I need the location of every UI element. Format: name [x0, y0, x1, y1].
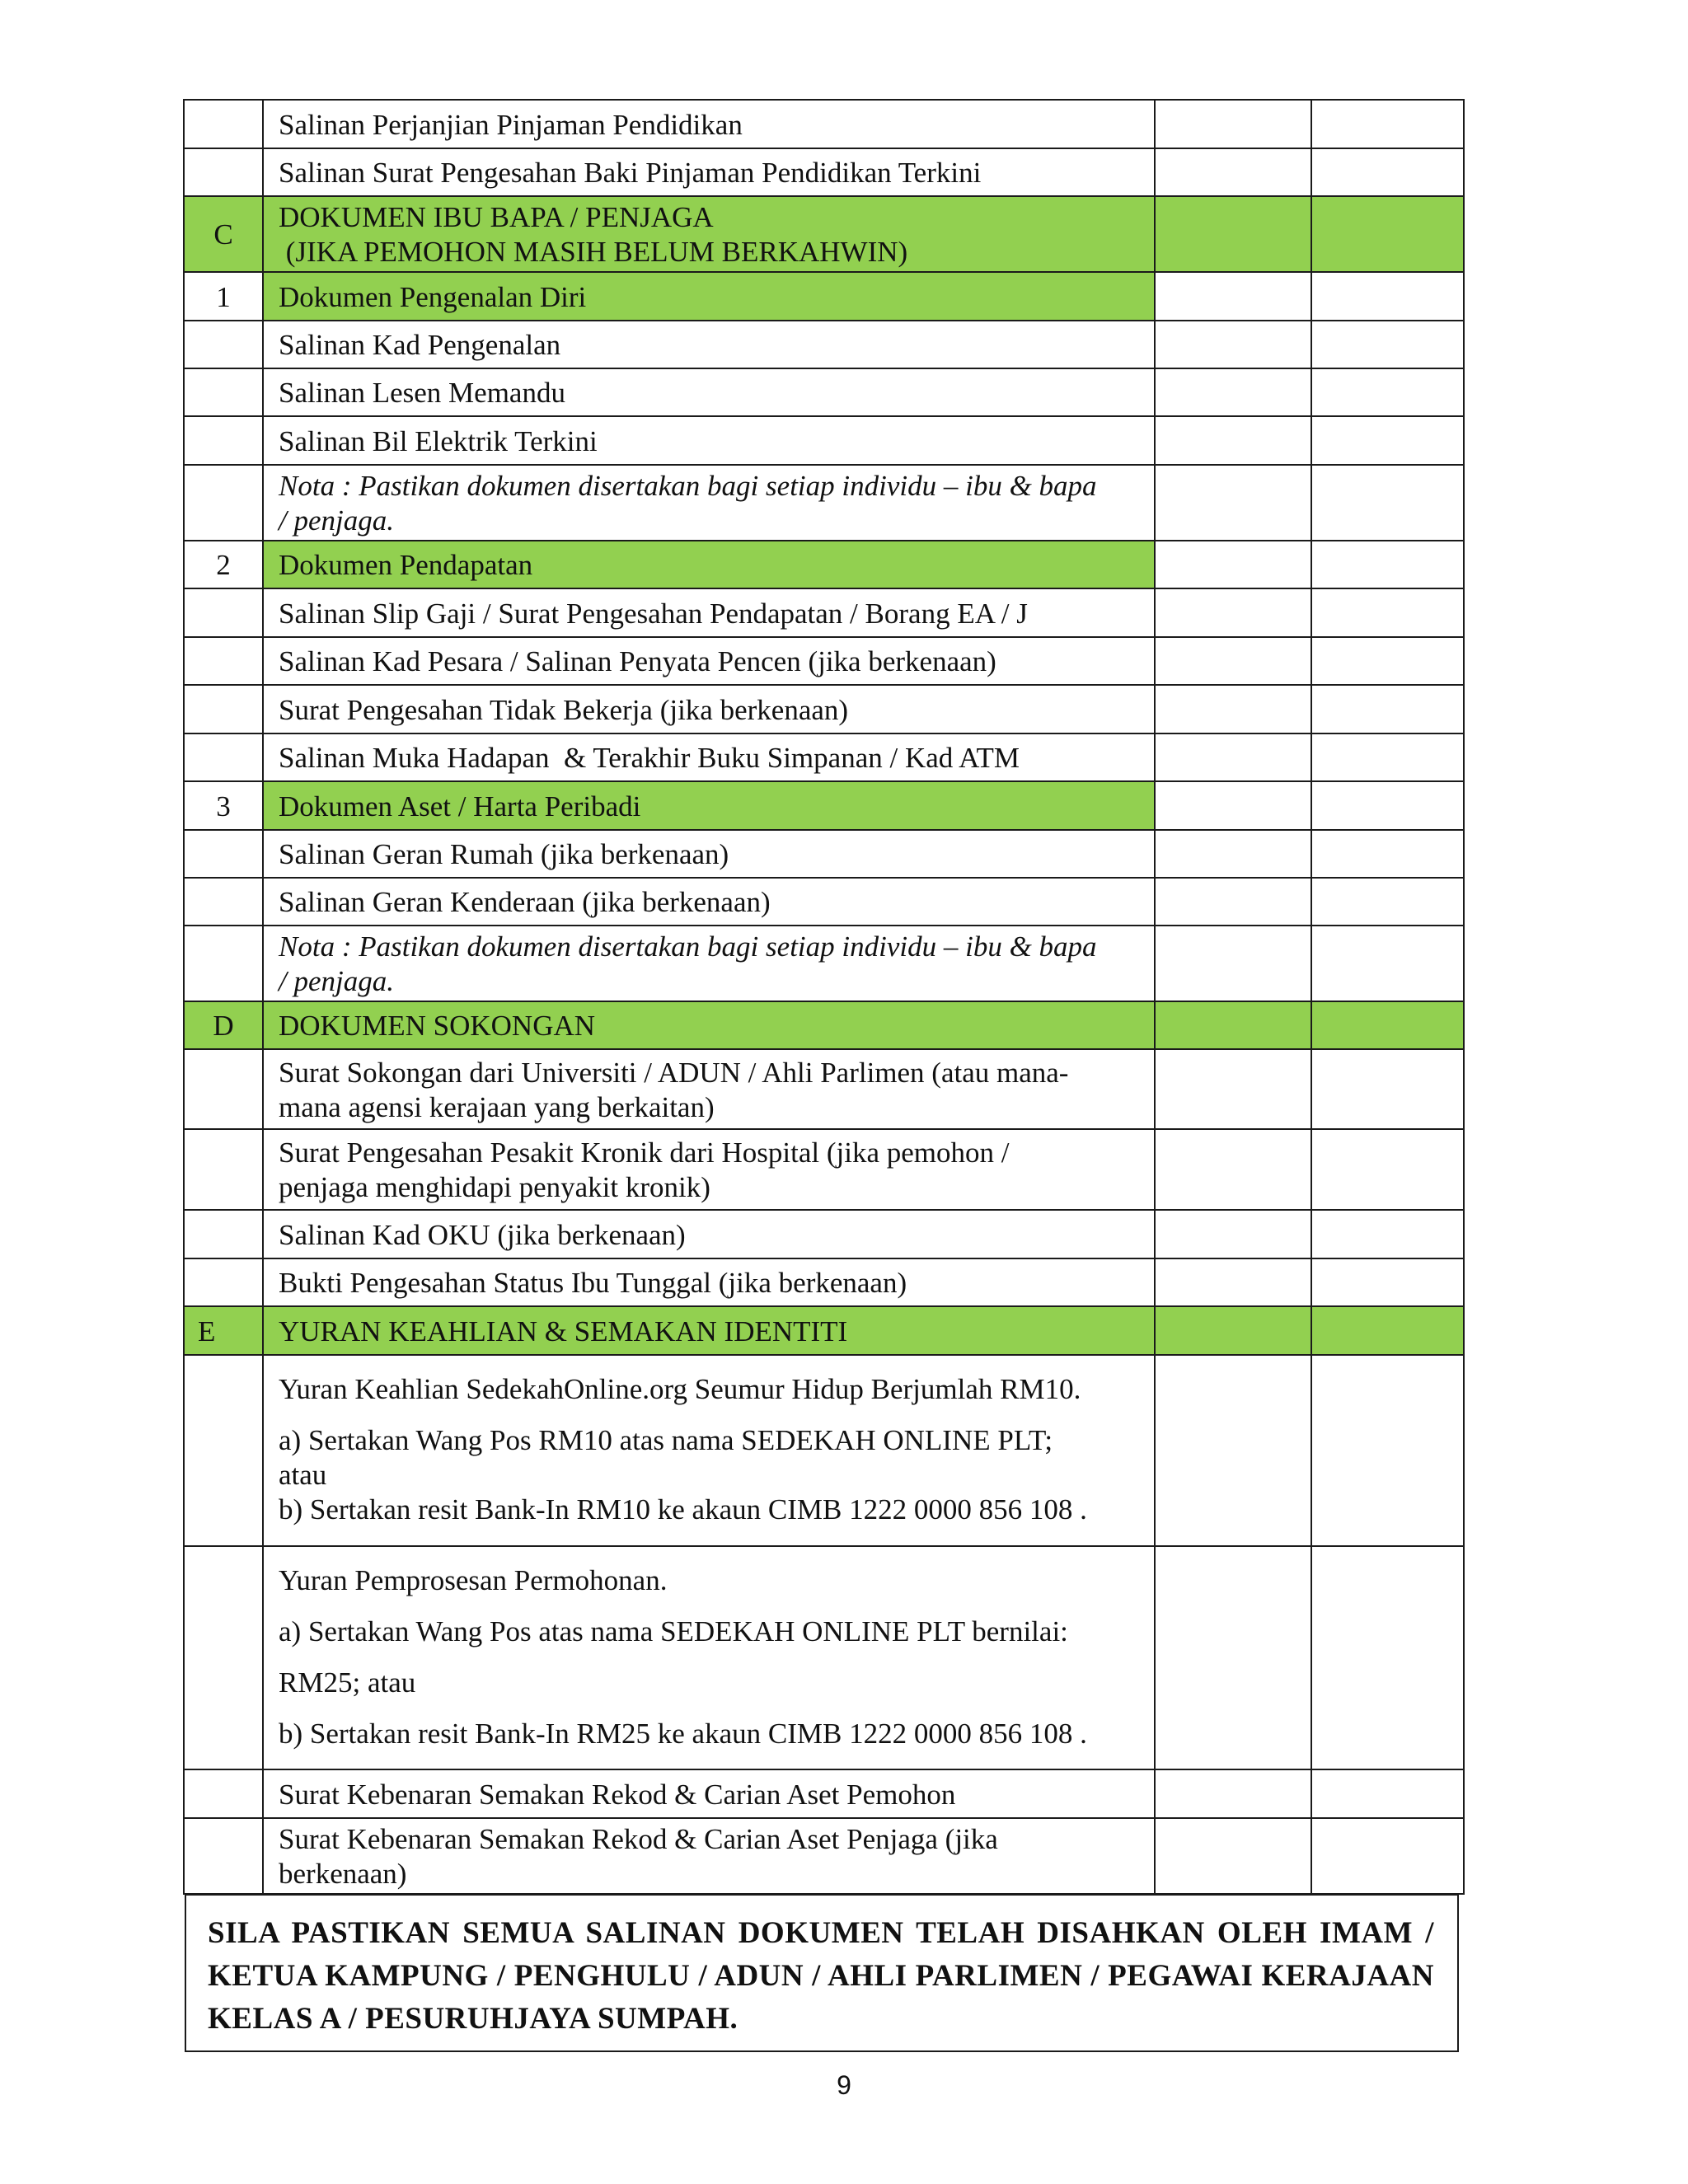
checkbox-cell[interactable]: [1311, 637, 1464, 685]
checkbox-cell[interactable]: [1311, 541, 1464, 588]
subsection-title: Dokumen Aset / Harta Peribadi: [263, 781, 1155, 830]
row-number: [184, 368, 263, 416]
row-number: [184, 830, 263, 878]
checkbox-cell[interactable]: [1155, 368, 1311, 416]
row-number: 2: [184, 541, 263, 588]
checkbox-cell[interactable]: [1155, 1001, 1311, 1049]
fee-line: a) Sertakan Wang Pos RM10 atas nama SEDEKAH ONLINE PLT;: [279, 1424, 1053, 1456]
checklist-row: [184, 733, 1464, 781]
row-number: [184, 637, 263, 685]
document-item: Surat Kebenaran Semakan Rekod & Carian Aset Pemohon: [263, 1769, 1155, 1818]
fee-line: a) Sertakan Wang Pos atas nama SEDEKAH ONLINE PLT bernilai:: [279, 1615, 1068, 1647]
checkbox-cell[interactable]: [1155, 1210, 1311, 1258]
checklist-row: [184, 878, 1464, 926]
row-number: [184, 1355, 263, 1546]
document-item: [263, 1049, 1155, 1129]
checkbox-cell[interactable]: [1311, 196, 1464, 272]
document-checklist-table: [183, 99, 1465, 1895]
checkbox-cell[interactable]: [1155, 1258, 1311, 1306]
document-item: Salinan Geran Kenderaan (jika berkenaan): [263, 878, 1155, 926]
row-number: [184, 321, 263, 368]
checkbox-cell[interactable]: [1155, 781, 1311, 830]
checkbox-cell[interactable]: [1155, 637, 1311, 685]
row-number: [184, 685, 263, 733]
fee-line: Yuran Pemprosesan Permohonan.: [279, 1564, 668, 1596]
document-item-line: Surat Pengesahan Pesakit Kronik dari Hospital (jika pemohon /: [279, 1137, 1010, 1169]
checkbox-cell[interactable]: [1311, 1306, 1464, 1355]
section-title: YURAN KEAHLIAN & SEMAKAN IDENTITI: [263, 1306, 1155, 1355]
note-line: / penjaga.: [279, 504, 394, 537]
subsection-title: Dokumen Pengenalan Diri: [263, 272, 1155, 321]
section-header-row: [184, 196, 1464, 272]
checkbox-cell[interactable]: [1311, 100, 1464, 148]
row-number: [184, 1049, 263, 1129]
checkbox-cell[interactable]: [1155, 1818, 1311, 1894]
document-item-line: berkenaan): [279, 1858, 407, 1890]
section-letter: E: [184, 1306, 263, 1355]
checklist-row: [184, 637, 1464, 685]
checkbox-cell[interactable]: [1311, 272, 1464, 321]
checklist-row: [184, 588, 1464, 637]
document-item: Salinan Kad Pengenalan: [263, 321, 1155, 368]
document-item: Salinan Bil Elektrik Terkini: [263, 416, 1155, 465]
document-item-line: mana agensi kerajaan yang berkaitan): [279, 1090, 715, 1123]
checkbox-cell[interactable]: [1311, 1129, 1464, 1210]
checklist-row: [184, 368, 1464, 416]
checklist-row: [184, 1210, 1464, 1258]
checkbox-cell[interactable]: [1311, 1769, 1464, 1818]
fee-line: b) Sertakan resit Bank-In RM10 ke akaun CIMB 1222 0000 856 108 .: [279, 1493, 1087, 1526]
checklist-row: [184, 321, 1464, 368]
checkbox-cell[interactable]: [1155, 588, 1311, 637]
row-number: [184, 148, 263, 196]
section-title-line: (JIKA PEMOHON MASIH BELUM BERKAHWIN): [279, 236, 908, 268]
checkbox-cell[interactable]: [1311, 878, 1464, 926]
checkbox-cell[interactable]: [1311, 926, 1464, 1001]
row-number: [184, 588, 263, 637]
section-title: [263, 196, 1155, 272]
row-number: [184, 465, 263, 541]
checkbox-cell[interactable]: [1155, 321, 1311, 368]
checkbox-cell[interactable]: [1155, 416, 1311, 465]
document-item: Salinan Surat Pengesahan Baki Pinjaman Pendidikan Terkini: [263, 148, 1155, 196]
document-item: Surat Pengesahan Tidak Bekerja (jika berkenaan): [263, 685, 1155, 733]
checkbox-cell[interactable]: [1311, 1355, 1464, 1546]
section-header-row: [184, 1001, 1464, 1049]
checkbox-cell[interactable]: [1155, 196, 1311, 272]
note-line: Nota : Pastikan dokumen disertakan bagi setiap individu – ibu & bapa: [279, 470, 1097, 502]
checkbox-cell[interactable]: [1155, 1546, 1311, 1769]
note-text: [263, 465, 1155, 541]
checkbox-cell[interactable]: [1311, 830, 1464, 878]
checklist-row: [184, 685, 1464, 733]
checkbox-cell[interactable]: [1311, 368, 1464, 416]
checkbox-cell[interactable]: [1311, 1818, 1464, 1894]
checkbox-cell[interactable]: [1155, 1769, 1311, 1818]
document-item: Salinan Kad Pesara / Salinan Penyata Pencen (jika berkenaan): [263, 637, 1155, 685]
document-item: Bukti Pengesahan Status Ibu Tunggal (jika berkenaan): [263, 1258, 1155, 1306]
membership-fee-text: [263, 1355, 1155, 1546]
checkbox-cell[interactable]: [1155, 541, 1311, 588]
checkbox-cell[interactable]: [1311, 733, 1464, 781]
checkbox-cell[interactable]: [1155, 465, 1311, 541]
checkbox-cell[interactable]: [1311, 1210, 1464, 1258]
row-number: [184, 1769, 263, 1818]
section-letter: C: [184, 196, 263, 272]
fee-line: b) Sertakan resit Bank-In RM25 ke akaun CIMB 1222 0000 856 108 .: [279, 1718, 1087, 1750]
section-title-line: DOKUMEN IBU BAPA / PENJAGA: [279, 201, 714, 233]
note-row: [184, 465, 1464, 541]
row-number: [184, 100, 263, 148]
checklist-row: [184, 100, 1464, 148]
document-item: [263, 1129, 1155, 1210]
note-line: Nota : Pastikan dokumen disertakan bagi setiap individu – ibu & bapa: [279, 930, 1097, 963]
processing-fee-text: [263, 1546, 1155, 1769]
subsection-title: Dokumen Pendapatan: [263, 541, 1155, 588]
fee-line: Yuran Keahlian SedekahOnline.org Seumur Hidup Berjumlah RM10.: [279, 1373, 1081, 1405]
subsection-row: [184, 781, 1464, 830]
document-item-line: penjaga menghidapi penyakit kronik): [279, 1171, 710, 1203]
row-number: [184, 733, 263, 781]
row-number: [184, 416, 263, 465]
checkbox-cell[interactable]: [1311, 148, 1464, 196]
document-item: Salinan Lesen Memandu: [263, 368, 1155, 416]
checkbox-cell[interactable]: [1155, 830, 1311, 878]
checkbox-cell[interactable]: [1311, 1546, 1464, 1769]
checklist-row: [184, 416, 1464, 465]
section-header-row: [184, 1306, 1464, 1355]
fee-line: atau: [279, 1459, 327, 1491]
row-number: [184, 926, 263, 1001]
document-item-line: Surat Sokongan dari Universiti / ADUN / Ahli Parlimen (atau mana-: [279, 1056, 1069, 1089]
document-item: Salinan Geran Rumah (jika berkenaan): [263, 830, 1155, 878]
subsection-row: [184, 541, 1464, 588]
checklist-row: [184, 148, 1464, 196]
document-item: Salinan Kad OKU (jika berkenaan): [263, 1210, 1155, 1258]
checkbox-cell[interactable]: [1155, 1306, 1311, 1355]
row-number: [184, 1129, 263, 1210]
row-number: [184, 1258, 263, 1306]
checkbox-cell[interactable]: [1155, 272, 1311, 321]
checkbox-cell[interactable]: [1311, 1049, 1464, 1129]
row-number: [184, 1818, 263, 1894]
checkbox-cell[interactable]: [1311, 685, 1464, 733]
checkbox-cell[interactable]: [1155, 685, 1311, 733]
fee-row: [184, 1355, 1464, 1546]
row-number: [184, 1546, 263, 1769]
checkbox-cell[interactable]: [1311, 1001, 1464, 1049]
subsection-row: [184, 272, 1464, 321]
checkbox-cell[interactable]: [1311, 588, 1464, 637]
checklist-row: [184, 1258, 1464, 1306]
checklist-row: [184, 1049, 1464, 1129]
checkbox-cell[interactable]: [1155, 1355, 1311, 1546]
checkbox-cell[interactable]: [1155, 148, 1311, 196]
note-line: / penjaga.: [279, 965, 394, 997]
checklist-row: [184, 1769, 1464, 1818]
checkbox-cell[interactable]: [1311, 781, 1464, 830]
fee-row: [184, 1546, 1464, 1769]
row-number: 3: [184, 781, 263, 830]
checkbox-cell[interactable]: [1311, 1258, 1464, 1306]
checklist-row: [184, 830, 1464, 878]
certification-notice: SILA PASTIKAN SEMUA SALINAN DOKUMEN TELAH DISAHKAN OLEH IMAM / KETUA KAMPUNG / PENGHULU / ADUN / AHLI PARLIMEN / PEGAWAI KERAJAAN KELAS A / PESURUHJAYA SUMPAH.: [185, 1894, 1459, 2052]
row-number: [184, 1210, 263, 1258]
checklist-row: [184, 1129, 1464, 1210]
document-item: Salinan Perjanjian Pinjaman Pendidikan: [263, 100, 1155, 148]
checkbox-cell[interactable]: [1311, 465, 1464, 541]
checkbox-cell[interactable]: [1155, 100, 1311, 148]
note-text: [263, 926, 1155, 1001]
row-number: 1: [184, 272, 263, 321]
checkbox-cell[interactable]: [1155, 926, 1311, 1001]
document-item: Salinan Slip Gaji / Surat Pengesahan Pendapatan / Borang EA / J: [263, 588, 1155, 637]
checklist-row: [184, 1818, 1464, 1894]
checkbox-cell[interactable]: [1311, 321, 1464, 368]
checkbox-cell[interactable]: [1155, 1049, 1311, 1129]
page-number: 9: [837, 2070, 851, 2100]
checkbox-cell[interactable]: [1155, 1129, 1311, 1210]
document-item: Salinan Muka Hadapan & Terakhir Buku Simpanan / Kad ATM: [263, 733, 1155, 781]
section-letter: D: [184, 1001, 263, 1049]
row-number: [184, 878, 263, 926]
document-item: [263, 1818, 1155, 1894]
checkbox-cell[interactable]: [1155, 733, 1311, 781]
checkbox-cell[interactable]: [1155, 878, 1311, 926]
section-title: DOKUMEN SOKONGAN: [263, 1001, 1155, 1049]
checkbox-cell[interactable]: [1311, 416, 1464, 465]
fee-line: RM25; atau: [279, 1666, 416, 1699]
document-item-line: Surat Kebenaran Semakan Rekod & Carian Aset Penjaga (jika: [279, 1823, 998, 1855]
note-row: [184, 926, 1464, 1001]
